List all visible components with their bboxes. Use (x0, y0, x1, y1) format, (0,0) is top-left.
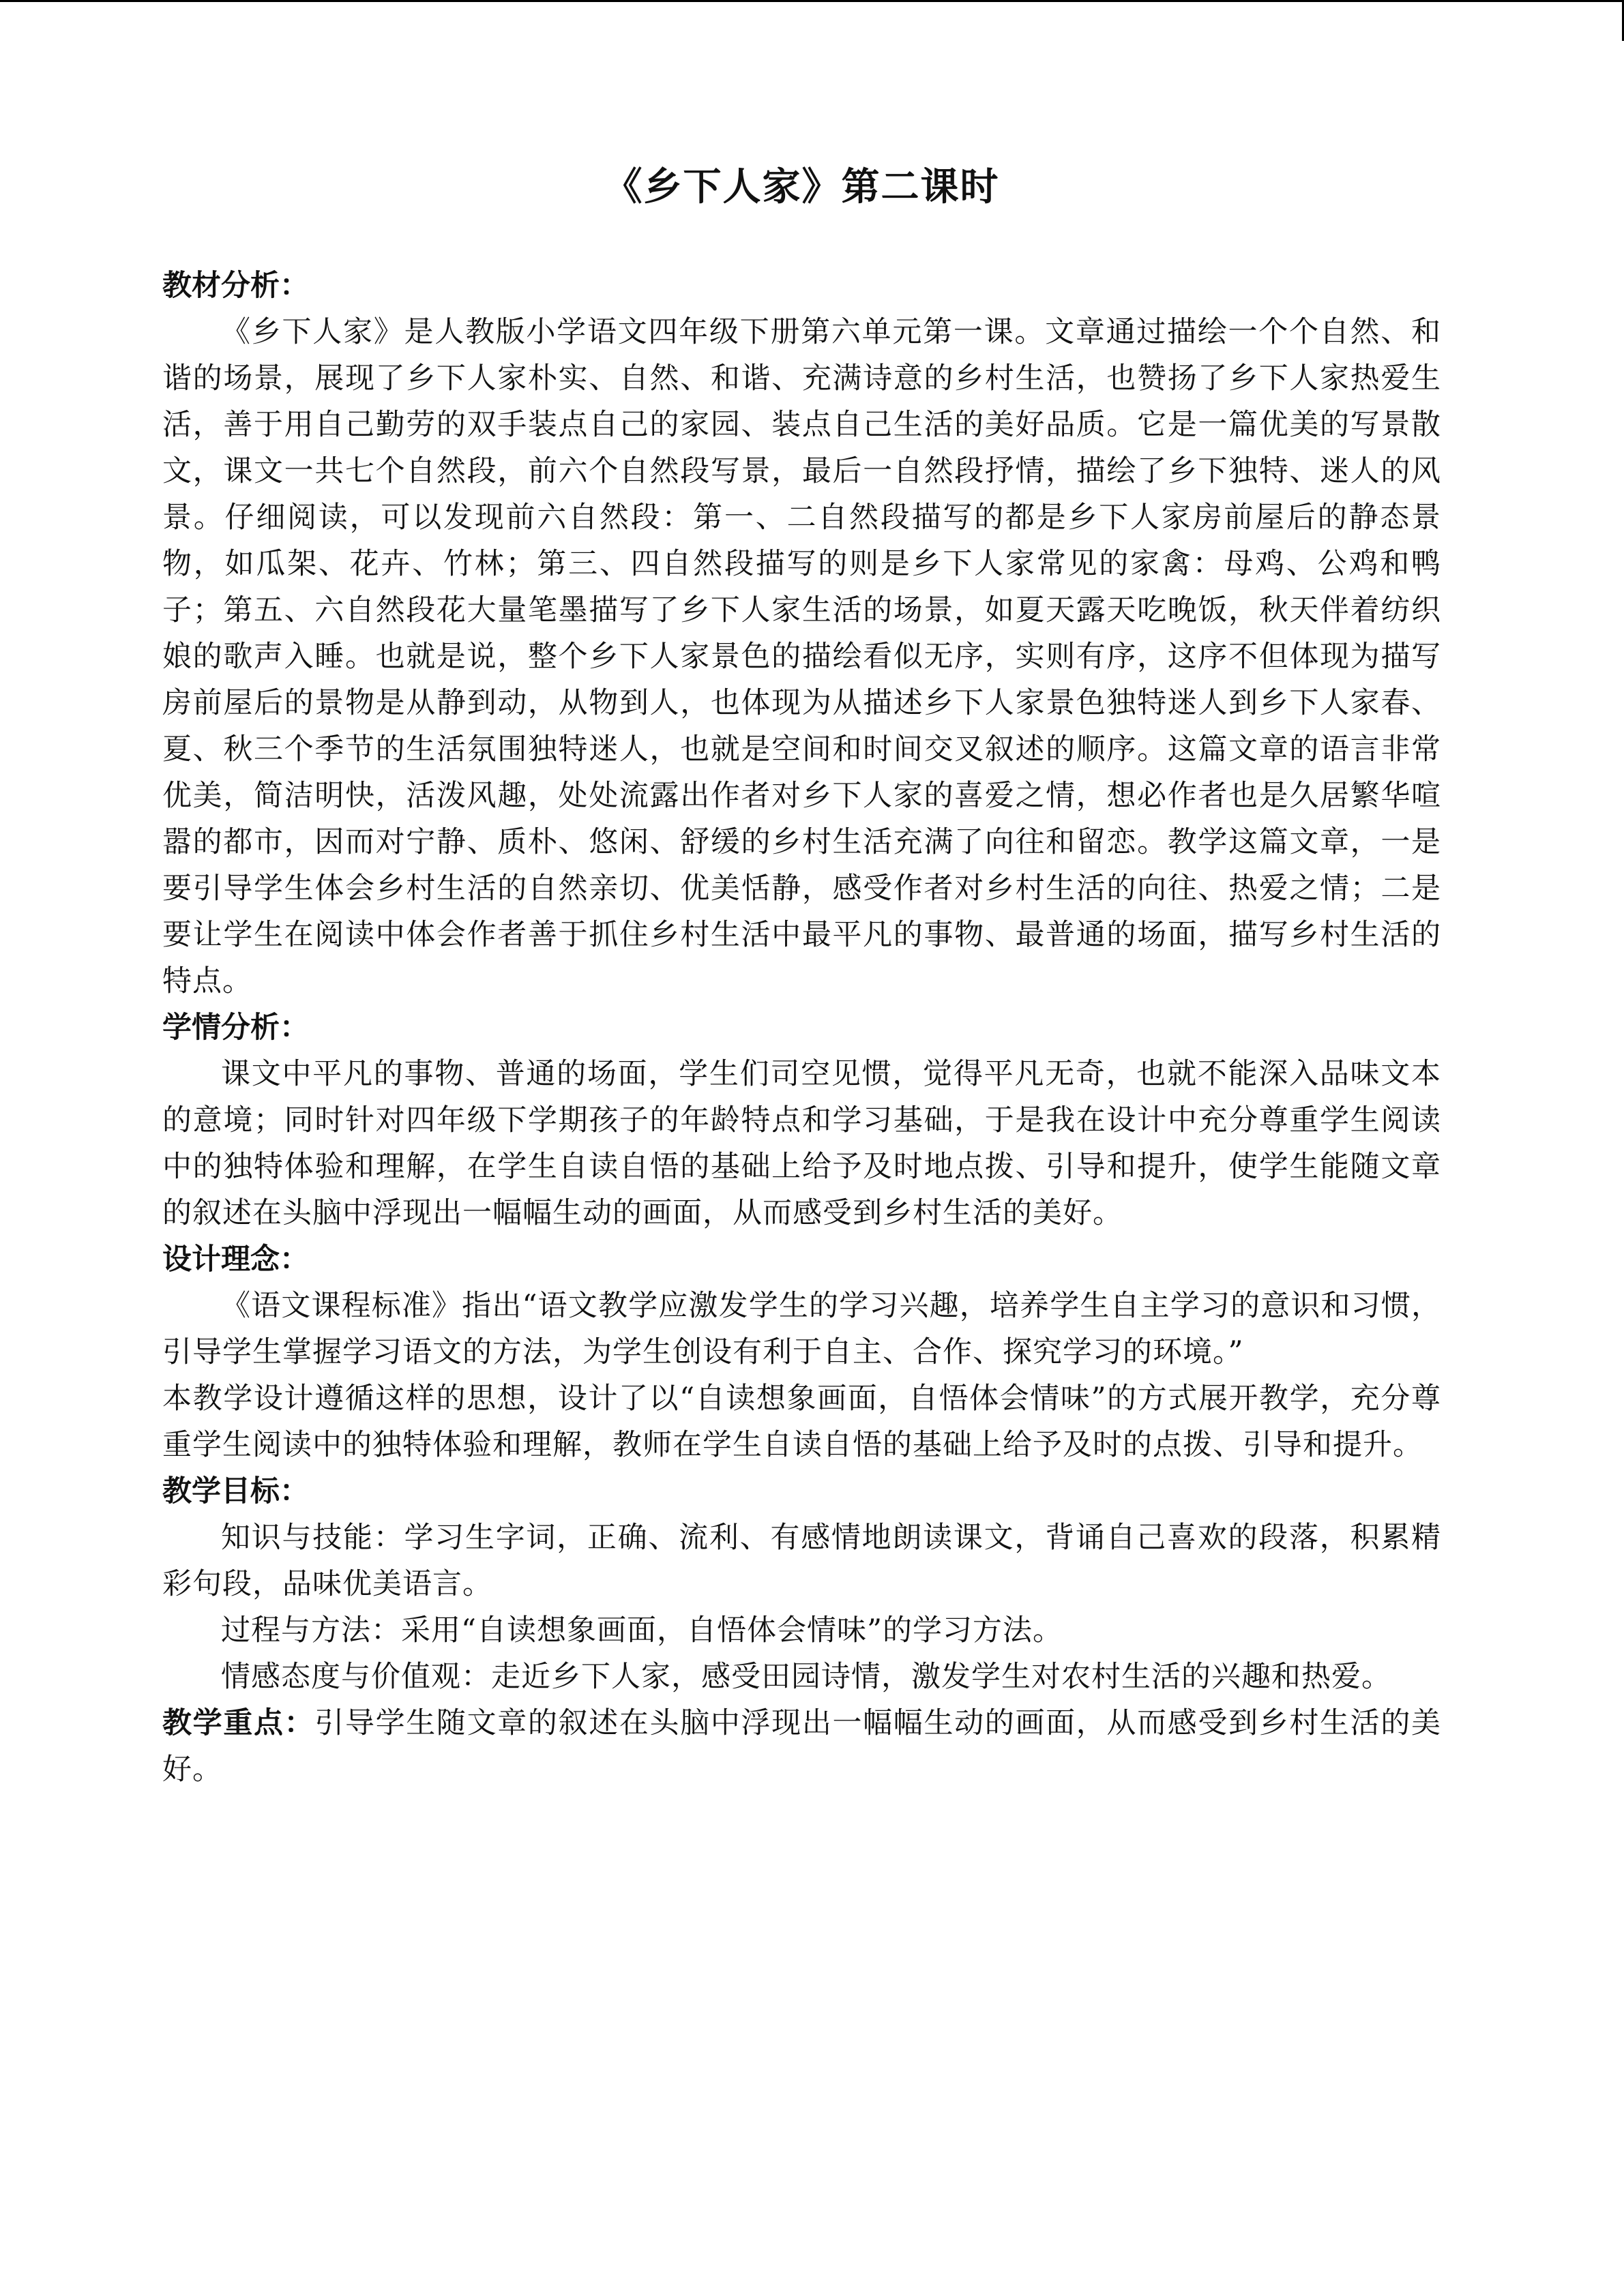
section-heading-students: 学情分析： (162, 1011, 309, 1045)
student-analysis-text: 课文中平凡的事物、普通的场面，学生们司空见惯，觉得平凡无奇，也就不能深入品味文本的意境；同时针对四年级下学期孩子的年龄特点和学习基础，于是我在设计中充分尊重学生阅读中的独特体验和理解，在学生自读自悟的基础上给予及时地点拨、引导和提升，使学生能随文章的叙述在头脑中浮现出一幅幅生动的画面，从而感受到乡村生活的美好。 (162, 1057, 1441, 1230)
section-heading-concept: 设计理念： (162, 1242, 309, 1277)
teaching-focus-text: 引导学生随文章的叙述在头脑中浮现出一幅幅生动的画面，从而感受到乡村生活的美好。 (162, 1706, 1442, 1787)
design-concept-text-1: 《语文课程标准》指出“语文教学应激发学生的学习兴趣，培养学生自主学习的意识和习惯，引导学生掌握学习语文的方法，为学生创设有利于自主、合作、探究学习的环境。” (162, 1289, 1441, 1369)
page-title: 《乡下人家》第二课时 (604, 165, 1000, 209)
document-content (162, 153, 1441, 1793)
goal-knowledge-skills: 知识与技能：学习生字词，正确、流利、有感情地朗读课文，背诵自己喜欢的段落，积累精彩句段，品味优美语言。 (162, 1521, 1441, 1601)
top-border-line (0, 0, 1624, 2)
section-heading-focus: 教学重点： (162, 1706, 315, 1740)
goal-emotion-values: 情感态度与价值观：走近乡下人家，感受田园诗情，激发学生对农村生活的兴趣和热爱。 (221, 1660, 1391, 1694)
teaching-focus (162, 1700, 1441, 1793)
material-analysis-text: 《乡下人家》是人教版小学语文四年级下册第六单元第一课。文章通过描绘一个个自然、和谐的场景，展现了乡下人家朴实、自然、和谐、充满诗意的乡村生活，也赞扬了乡下人家热爱生活，善于用自己勤劳的双手装点自己的家园、装点自己生活的美好品质。它是一篇优美的写景散文，课文一共七个自然段，前六个自然段写景，最后一自然段抒情，描绘了乡下独特、迷人的风景。仔细阅读，可以发现前六自然段：第一、二自然段描写的都是乡下人家房前屋后的静态景物，如瓜架、花卉、竹林；第三、四自然段描写的则是乡下人家常见的家禽：母鸡、公鸡和鸭子；第五、六自然段花大量笔墨描写了乡下人家生活的场景，如夏天露天吃晚饭，秋天伴着纺织娘的歌声入睡。也就是说，整个乡下人家景色的描绘看似无序，实则有序，这序不但体现为描写房前屋后的景物是从静到动，从物到人，也体现为从描述乡下人家景色独特迷人到乡下人家春、夏、秋三个季节的生活氛围独特迷人，也就是空间和时间交叉叙述的顺序。这篇文章的语言非常优美，简洁明快，活泼风趣，处处流露出作者对乡下人家的喜爱之情，想必作者也是久居繁华喧嚣的都市，因而对宁静、质朴、悠闲、舒缓的乡村生活充满了向往和留恋。教学这篇文章，一是要引导学生体会乡村生活的自然亲切、优美恬静，感受作者对乡村生活的向往、热爱之情；二是要让学生在阅读中体会作者善于抓住乡村生活中最平凡的事物、最普通的场面，描写乡村生活的特点。 (162, 315, 1441, 998)
section-heading-material: 教材分析： (162, 269, 309, 303)
section-heading-goals: 教学目标： (162, 1474, 309, 1508)
design-concept-text-2: 本教学设计遵循这样的思想，设计了以“自读想象画面，自悟体会情味”的方式展开教学，充分尊重学生阅读中的独特体验和理解，教师在学生自读自悟的基础上给予及时的点拨、引导和提升。 (162, 1382, 1441, 1462)
goal-process-method: 过程与方法：采用“自读想象画面，自悟体会情味”的学习方法。 (221, 1613, 1063, 1648)
